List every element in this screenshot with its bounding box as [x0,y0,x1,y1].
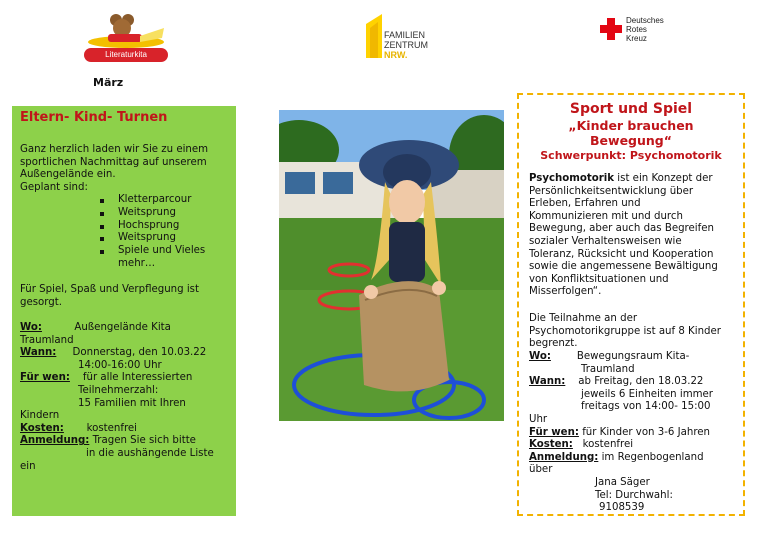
contact-phone-label: Tel: Durchwahl: [595,489,673,501]
psychomotorik-description: Psychomotorik ist ein Konzept der Persönlichkeitsentwicklung über Erleben, Erfahren und Kommunizieren mit und durch Bewegung, aber auch das Begreifen sozialer Verhaltensweisen wie Toleranz, Rücksicht und Kooperation sowie die angemessene Bewältigung von Konfliktsituationen und Misserfolgen“. [529,173,718,298]
familienzentrum-shape-icon [362,10,384,60]
sport-und-spiel-box [517,93,745,516]
eltern-kind-turnen-box [12,106,236,516]
list-item: Weitsprung [100,207,205,220]
right-title-line3: Bewegung“ [590,133,672,148]
drk-line2: Rotes [626,25,647,34]
list-item: Weitsprung [100,232,205,245]
activity-list [100,194,205,271]
right-subtitle: Schwerpunkt: Psychomotorik [540,149,722,162]
planned-label: Geplant sind: [20,181,88,193]
sack-race-photo [279,110,504,421]
literaturkita-label: Literaturkita [84,48,168,62]
fz-line2: ZENTRUM [384,40,428,50]
right-title: Sport und Spiel [569,101,693,117]
left-intro: Ganz herzlich laden wir Sie zu einem sportlichen Nachmittag auf unserem Außengelände ein. Geplant sind: [20,144,209,193]
left-details: Wo: Außengelände Kita Traumland Wann: Donnerstag, den 10.03.22 14:00-16:00 Uhr Für wen: für alle Interessierten Teilnehmerzahl: 15 Familien mit Ihren Kindern Kosten: kostenfrei Anmeldung: Tragen Sie sich bitte in die aushängende Liste ein [20,322,214,472]
right-title-line2: „Kinder brauchen [568,118,694,133]
literaturkita-logo [78,8,174,66]
drk-line3: Kreuz [626,34,647,43]
contact-number: 9108539 [599,502,645,514]
drk-line1: Deutsches [626,16,664,25]
fz-nrw: NRW. [384,50,408,60]
fz-line1: FAMILIEN [384,30,426,40]
list-item: Kletterparcour [100,194,205,207]
left-title: Eltern- Kind- Turnen [20,110,168,125]
month-label: März [93,76,124,89]
contact-name: Jana Säger [595,476,650,488]
drk-logo [600,16,680,46]
child-sack-race-illustration [279,110,504,421]
familienzentrum-logo [362,10,438,60]
right-details: Wo: Bewegungsraum Kita- Traumland Wann: ab Freitag, den 18.03.22 jeweils 6 Einheiten immer freitags von 14:00- 15:00 Uhr Für wen: für Kinder von 3-6 Jahren Kosten: kostenfrei Anmeldung: im Regenbogenland über Jana Säger Tel: Durchwahl: 9108539 [529,351,713,514]
list-item: Spiele und Vieles mehr… [100,245,205,271]
teilnahme-info: Die Teilnahme an der Psychomotorikgruppe ist auf 8 Kinder begrenzt. [529,313,721,350]
list-item: Hochsprung [100,220,205,233]
left-care: Für Spiel, Spaß und Verpflegung ist gesorgt. [20,284,199,308]
red-cross-icon [600,18,622,40]
